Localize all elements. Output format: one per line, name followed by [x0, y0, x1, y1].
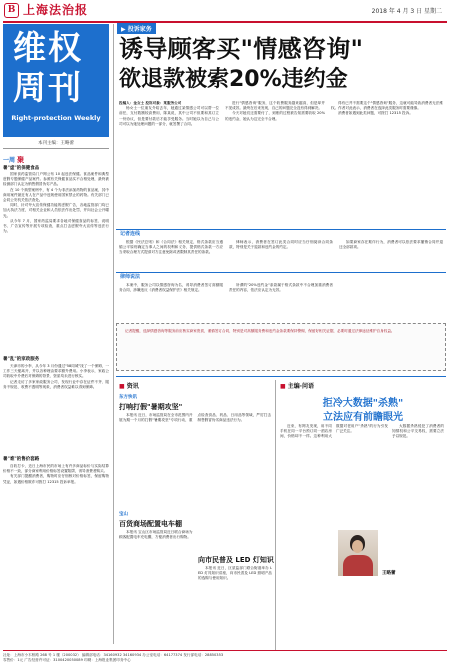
triangle-icon: ▶ [121, 26, 126, 33]
weekly-title: 维权 周刊 [13, 28, 83, 107]
footer-line-2: 零售价：1元 广告经营许可证：3100420050089 印刷：上海报业集团印务中心 [3, 658, 131, 662]
opinion-header: ■ 主编·问语 [280, 383, 315, 390]
item2-body: 天津市的小李，从今年 3 月份通过"58同城"找了一个保姆，一工作三天便离开，并以各种理由要求额外费用。小李表示，家政公司收取中介费后对保姆的背景、资质均未进行核实。 记者走访了多家家政服务公司，发现行业中存在证件不齐、服务不规范、收费不透明等现象，消费者权益难以得到保障。 [3, 364, 109, 389]
item3-body: 自收打卡，近日上海市民的市场上有许多商品标价与实际结算价格不一致，部分商家利用价格标签设置陷阱，诱导消费者购买。 有关部门提醒消费者，购物时应仔细核对价格标签，保留购物凭证，如遇价格欺诈可拨打 12315 投诉举报。 [3, 464, 109, 484]
item2-title: 暑"乱"的家政服务 [3, 357, 40, 362]
feature-col-2: 进行"情感咨询"服务，这个收费服务越来越高，但是却并不见成效。最终在后来发现，自己的问题完全没有得到解决。 今天对她们还需要付了，到账的过程被告知需要收取 20% 的违约金，她认为这完全不合理。 [225, 101, 325, 121]
news-item3-body: 本报讯 近日，区质监部门联合街道举办 LED 灯具知识讲座，向市民普及 LED 照明产品的选购与使用知识。 [198, 566, 272, 581]
opinion-title-1: 拒冷大数据"杀熟" [322, 398, 404, 409]
legal-section-bar: 律师说法 [116, 272, 446, 281]
publication-date: 2018 年 4 月 3 日 星期二 [371, 8, 442, 15]
opinion-body: 近来，有网友发现，用不同手机在同一平台预订同一酒店房间，价格却不一样。这种利用大数据对老用户"杀熟"的行为引发广泛关注。 大数据杀熟侵犯了消费者的知情权和公平交易权，需要立法予以规范。 [280, 424, 444, 439]
column-divider [113, 24, 114, 644]
opinion-author: 王略蕾 [382, 571, 396, 576]
news-section-rule [116, 376, 446, 377]
news-item1-location: 东方快讯 [119, 395, 137, 400]
author-photo [338, 530, 378, 576]
headline-line-2: 欲退款被索20%违约金 [119, 67, 348, 92]
quote-box: 记者提醒，选择情感咨询等服务前应核实商家资质，谨慎签订合同，特别是对高额服务费和违约金条款要保持警惕，保留好相关证据，必要时通过法律途径维护自身权益。 [116, 323, 446, 371]
item3-title: 暑"难"的售价套路 [3, 457, 40, 462]
reporter-section-bar: 记者连线 [116, 229, 446, 238]
section-heading-week: 一周 聚 [3, 156, 25, 164]
sidebar-editor: 本刊主编：王略蕾 [3, 138, 109, 149]
legal-body: 本案中，服务公司以情感咨询为名，诱导消费者签订高额服务合同，涉嫌违反《消费者权益保护法》相关规定。 所谓的"20%违约金"条款属于格式条款中不合理加重消费者责任的内容，依法应认定为无效。 [119, 283, 333, 293]
feature-col-1: 投稿人：金女士 投诉对象：某服务公司 杨女士一位朋友介绍去年，她通过某情感公司可以帮一位前任，支付数额较高费用，陈某说，其中公司不但要和其订立一份协议，但是要付款后才能享受服务。当时她以为自己与公司可以为她处理问题的一部分，就签署了合同。 [119, 101, 219, 126]
square-icon: ■ [280, 383, 286, 390]
news-item2-location: 宝山 [119, 512, 128, 517]
masthead [0, 0, 450, 22]
news-item1-title: 打响打假"暑期攻坚" [119, 403, 183, 411]
feature-byline: 投稿人：金女士 投诉对象：某服务公司 [119, 101, 182, 105]
news-header: ■ 资讯 [119, 383, 139, 390]
feature-col-3: 得有已并不需要这个"情感咨询"服务，这就可能导致消费者无法维权。作者对此表示，消费者在选择此类服务时需要谨慎。 消费者如遇到此类问题，可拨打 12315 投诉。 [331, 101, 443, 116]
item1-title: 暑"虚"的保健食品 [3, 166, 40, 171]
footer [3, 650, 447, 664]
news-column-divider [275, 380, 276, 650]
weekly-english-title: Right-protection Weekly [11, 114, 101, 122]
reporter-body: 根据《民法总则》和《合同法》相关规定，格式条款应当遵循公平原则确定当事人之间的权利和义务，提供格式条款一方应当采取合理方式提请对方注意免除或者限制其责任的条款。 律师表示，消费者在签订此类合同时应当仔细阅读合同条款，特别是关于退款和违约金的约定。 如果商家存在欺诈行为，消费者可以依法要求撤销合同并退还全部款项。 [119, 240, 443, 255]
feature-tag: ▶ 投诉家务 [117, 23, 156, 34]
news-item2-body: 本报讯 宝山区市场监管局近日联合商场为顾客配置电车充电棚，方便消费者出行购物。 [119, 530, 193, 540]
opinion-title-2: 立法应有前瞻眼光 [323, 412, 403, 423]
paper-name: 上海法治报 [23, 3, 89, 17]
footer-line-1: 社址：上海市小木桥路 268 号 1 楼（200032） 编辑部电话：34160932 34160934 办公室电话：64177374 发行部电话：28850353 [3, 653, 224, 657]
news-item2-title: 百货商场配置电车棚 [119, 520, 182, 528]
headline-line-1: 诱导顾客买"情感咨询" [119, 35, 364, 63]
news-item1-body: 本报讯 近日，市场监管局在全市范围内开展为期一个月的打假"暑期攻坚"专项行动，重点检查食品、药品、日用品等领域，严厉打击制售假冒伪劣商品违法行为。 [119, 413, 271, 423]
sidebar-banner [3, 24, 109, 137]
page-badge: B [4, 3, 19, 18]
news-item3-title: 向市民普及 LED 灯知识 [198, 556, 274, 564]
item1-body: 国家食药监管局门户网公布 10 起违法保健。食品案件和典型虚假专题保健产品案件。参照有关保健食品实不合格处理，最终被检测部门认定为销售假冒伪劣产品。 在 10 个典型案例中，有 4 个为非法添加药物的食品案，其中商用案件最近有人在产品中违规使用国家禁止的药物。有关部门已会同公安机关依法查处。 同时，针对夸大宣传保健功能的虚假广告，各地监管部门均已加大执法力度，对相关企业和人员依法作出处罚，并向社会公开曝光。 从今年 7 月，国家药监局要求各地对保健食品的标签、说明书、广告宣传等开展专项检查，重点打击虚假夸大宣传等违法行为。 [3, 172, 109, 234]
sidebar [3, 24, 109, 644]
square-icon: ■ [119, 383, 125, 390]
masthead-rule [3, 21, 447, 23]
